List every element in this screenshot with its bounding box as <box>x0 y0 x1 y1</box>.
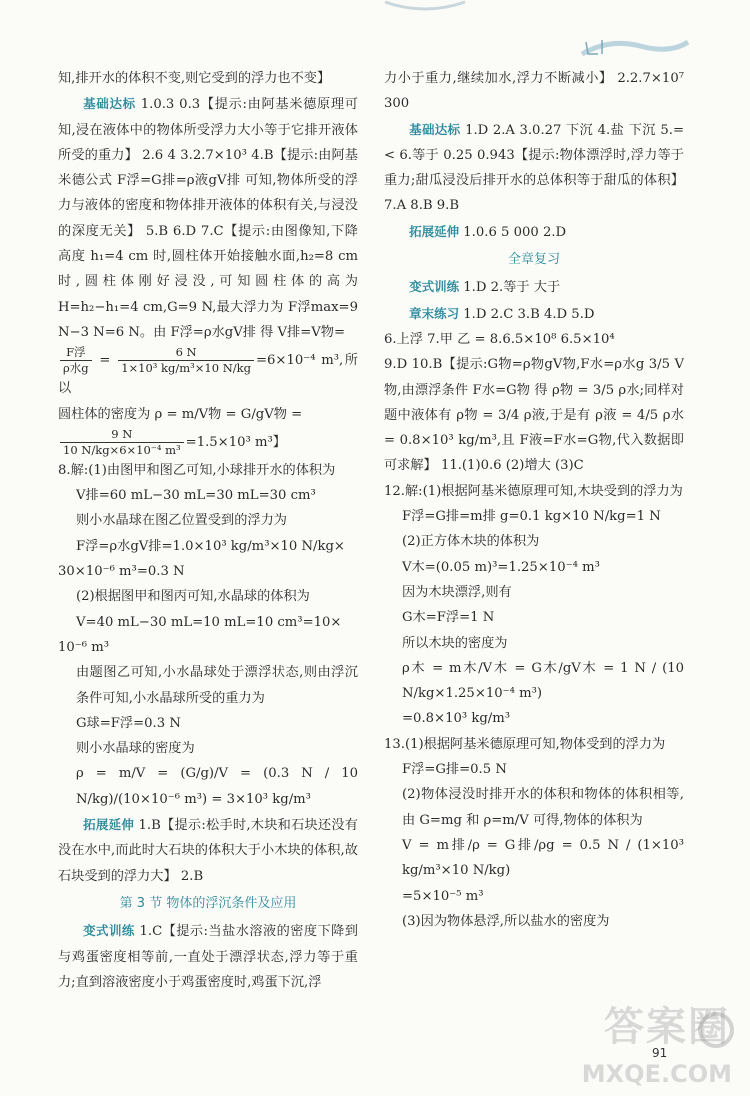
equation-line: 所以木块的密度为 <box>402 635 508 651</box>
section-label: 基础达标 <box>409 121 461 137</box>
page-number: 91 <box>652 1046 668 1060</box>
section-heading: 第 3 节 物体的浮沉条件及应用 <box>119 895 297 911</box>
top-decoration-arc <box>380 0 470 14</box>
header-decoration-icon <box>580 34 690 60</box>
text-run: 1.D 2.C 3.B 4.D 5.D <box>459 306 595 322</box>
equation-line: V = m排/ρ = G排/ρg = 0.5 N / (1×10³ kg/m³×10 N/kg) <box>402 837 684 879</box>
text-run: 知,排开水的体积不变,则它受到的浮力也不变】 <box>58 71 331 86</box>
equation-line: 则小水晶球的密度为 <box>76 741 195 757</box>
paragraph <box>58 402 358 427</box>
numerator: 6 N <box>118 345 254 361</box>
paragraph <box>58 559 358 584</box>
right-column <box>384 66 684 934</box>
paragraph <box>58 812 358 889</box>
numerator: 9 N <box>60 427 184 443</box>
equation-line: V=40 mL−30 mL=10 mL=10 cm³=10× <box>76 614 342 630</box>
text-run: 6.上浮 7.甲 乙 = 8.6.5×10⁸ 6.5×10⁴ <box>384 331 615 347</box>
text-run: 10⁻⁶ m³ <box>58 639 110 655</box>
text-run: 1.0.3 0.3【提示:由阿基米德原理可知,浸在液体中的物体所受浮力大小等于它排开液体所受的重力】 2.6 4 3.2.7×10³ 4.B【提示:由阿基米德公式 F浮=G排=ρ液gV排 可知,物体所受的浮力与液体的密度和物体排开液体的体积有关,与浸没的深度无关】 5.B 6.D 7.C【提示:由图像知,下降高度 h₁=4 cm 时,圆柱体开始接触水面,h₂=8 cm时,圆柱体刚好浸没,可知圆柱体的高为 H=h₂−h₁=4 cm,G=9 N,最大浮力为 F浮max=9 N−3 N=6 N。由 F浮=ρ水gV排 得 V排=V物= <box>58 97 358 340</box>
equation-line: =0.8×10³ kg/m³ <box>402 711 510 727</box>
watermark-url: MXQE.COM <box>581 1060 732 1088</box>
paragraph <box>384 327 684 352</box>
text-run: =6×10⁻⁴ m³,所以 <box>58 353 358 397</box>
section-label: 基础达标 <box>83 96 136 112</box>
equation-line: G球=F浮=0.3 N <box>76 715 181 731</box>
paragraph <box>58 635 358 660</box>
equation-line: (2)物体浸没时排开水的体积和物体的体积相等,由 G=mg 和 ρ=m/V 可得,物体的体积为 <box>402 787 684 828</box>
denominator: ρ水g <box>63 361 89 376</box>
equation-line: (2)根据图甲和图丙可知,水晶球的体积为 <box>76 589 310 605</box>
fraction-line: $\frac{\text{F浮}}{\text{ρ水g}}$ = $\frac{6 N}{\text{1×10³ kg/m³×10 N/kg}}$ =6×10⁻⁴ m³,所以 <box>58 345 358 397</box>
text-run: 9.D 10.B【提示:G物=ρ物gV物,F水=ρ水g 3/5 V物,由漂浮条件 F水=G物 得 ρ物 = 3/5 ρ水;同样对题中液体有 ρ物 = 3/4 ρ液,于是有 ρ液 = 4/5 ρ水 = 0.8×10³ kg/m³,且 F液=F水=G物,代入数据即可求解】 11.(1)0.6 (2)增大 (3)C <box>384 357 684 474</box>
paragraph <box>384 117 684 219</box>
text-run: 力小于重力,继续加水,浮力不断减小】 2.2.7×10⁷ 300 <box>384 71 684 112</box>
text-run: 圆柱体的密度为 ρ = m/V物 = G/gV物 = <box>58 406 303 422</box>
equation-line: V排=60 mL−30 mL=30 mL=30 cm³ <box>76 488 316 504</box>
equation-line: ρ木 = m木/V木 = G木/gV木 = 1 N / (10 N/kg×1.25×10⁻⁴ m³) <box>402 660 684 702</box>
numerator: F浮 <box>60 345 92 361</box>
text-run: 1.D 2.A 3.0.27 下沉 4.盐 下沉 5.= < 6.等于 0.25 0.943【提示:物体漂浮时,浮力等于重力;甜瓜浸没后排开水的总体积等于甜瓜的体积】 7.A 8.B 9.B <box>384 122 684 214</box>
text-run: 1.0.6 5 000 2.D <box>459 224 567 240</box>
paragraph <box>384 274 684 300</box>
text-run: =1.5×10³ m³】 <box>185 434 286 450</box>
equation-line: 因为木块漂浮,则有 <box>402 584 512 600</box>
text-run: 12.解:(1)根据阿基米德原理可知,木块受到的浮力为 <box>384 483 683 499</box>
equation-line: F浮=ρ水gV排=1.0×10³ kg/m³×10 N/kg× <box>76 538 345 554</box>
section-label: 变式训练 <box>409 279 460 295</box>
paragraph <box>58 66 358 91</box>
section-label: 拓展延伸 <box>83 817 135 833</box>
equation-line: F浮=G排=0.5 N <box>402 762 507 778</box>
equation-line: F浮=G排=m排 g=0.1 kg×10 N/kg=1 N <box>402 509 661 525</box>
denominator: 10 N/kg×6×10⁻⁴ m³ <box>63 442 181 457</box>
paragraph <box>384 219 684 245</box>
paragraph <box>384 479 684 504</box>
equation-line: (3)因为物体悬浮,所以盐水的密度为 <box>402 913 610 929</box>
section-label: 拓展延伸 <box>409 223 460 239</box>
text-run: 1.C【提示:当盐水溶液的密度下降到与鸡蛋密度相等前,一直处于漂浮状态,浮力等于重力;直到溶液密度小于鸡蛋密度时,鸡蛋下沉,浮 <box>58 924 358 990</box>
paragraph <box>58 918 358 995</box>
equation-line: =5×10⁻⁵ m³ <box>402 888 484 904</box>
paragraph <box>384 301 684 327</box>
left-column <box>58 66 358 995</box>
denominator: 1×10³ kg/m³×10 N/kg <box>121 361 251 376</box>
equation-line: (2)正方体木块的体积为 <box>402 534 540 550</box>
fraction <box>60 345 92 376</box>
equation-line: 则小水晶球在图乙位置受到的浮力为 <box>76 513 287 529</box>
text-run: 8.解:(1)由图甲和图乙可知,小球排开水的体积为 <box>58 462 336 478</box>
equation-line: G木=F浮=1 N <box>402 610 495 626</box>
equation-line: V木=(0.05 m)³=1.25×10⁻⁴ m³ <box>402 559 600 575</box>
watermark-text: 答案圈 <box>604 1004 730 1050</box>
equation-line: ρ = m/V = (G/g)/V = (0.3 N / 10 N/kg)/(10×10⁻⁶ m³) = 3×10³ kg/m³ <box>76 766 358 807</box>
text-run: 1.D 2.等于 大于 <box>459 280 561 296</box>
section-heading: 全章复习 <box>507 252 560 268</box>
paragraph <box>58 91 358 345</box>
text-run: 1.B【提示:松手时,木块和石块还没有没在水中,而此时大石块的体积大于小木块的体积,故石块受到的浮力大】 2.B <box>58 818 358 884</box>
fraction-line <box>58 427 358 458</box>
section-label: 变式训练 <box>83 923 135 939</box>
paragraph <box>58 458 358 483</box>
paragraph <box>384 352 684 478</box>
paragraph <box>384 66 684 117</box>
text-run: 30×10⁻⁶ m³=0.3 N <box>58 564 185 580</box>
paragraph <box>384 732 684 757</box>
fraction <box>60 427 184 458</box>
section-label: 章末练习 <box>409 305 460 321</box>
text-run: 13.(1)根据阿基米德原理可知,物体受到的浮力为 <box>384 736 666 752</box>
equation-line: 由题图乙可知,小水晶球处于漂浮状态,则由浮沉条件可知,小水晶球所受的重力为 <box>76 665 358 706</box>
fraction <box>118 345 254 376</box>
